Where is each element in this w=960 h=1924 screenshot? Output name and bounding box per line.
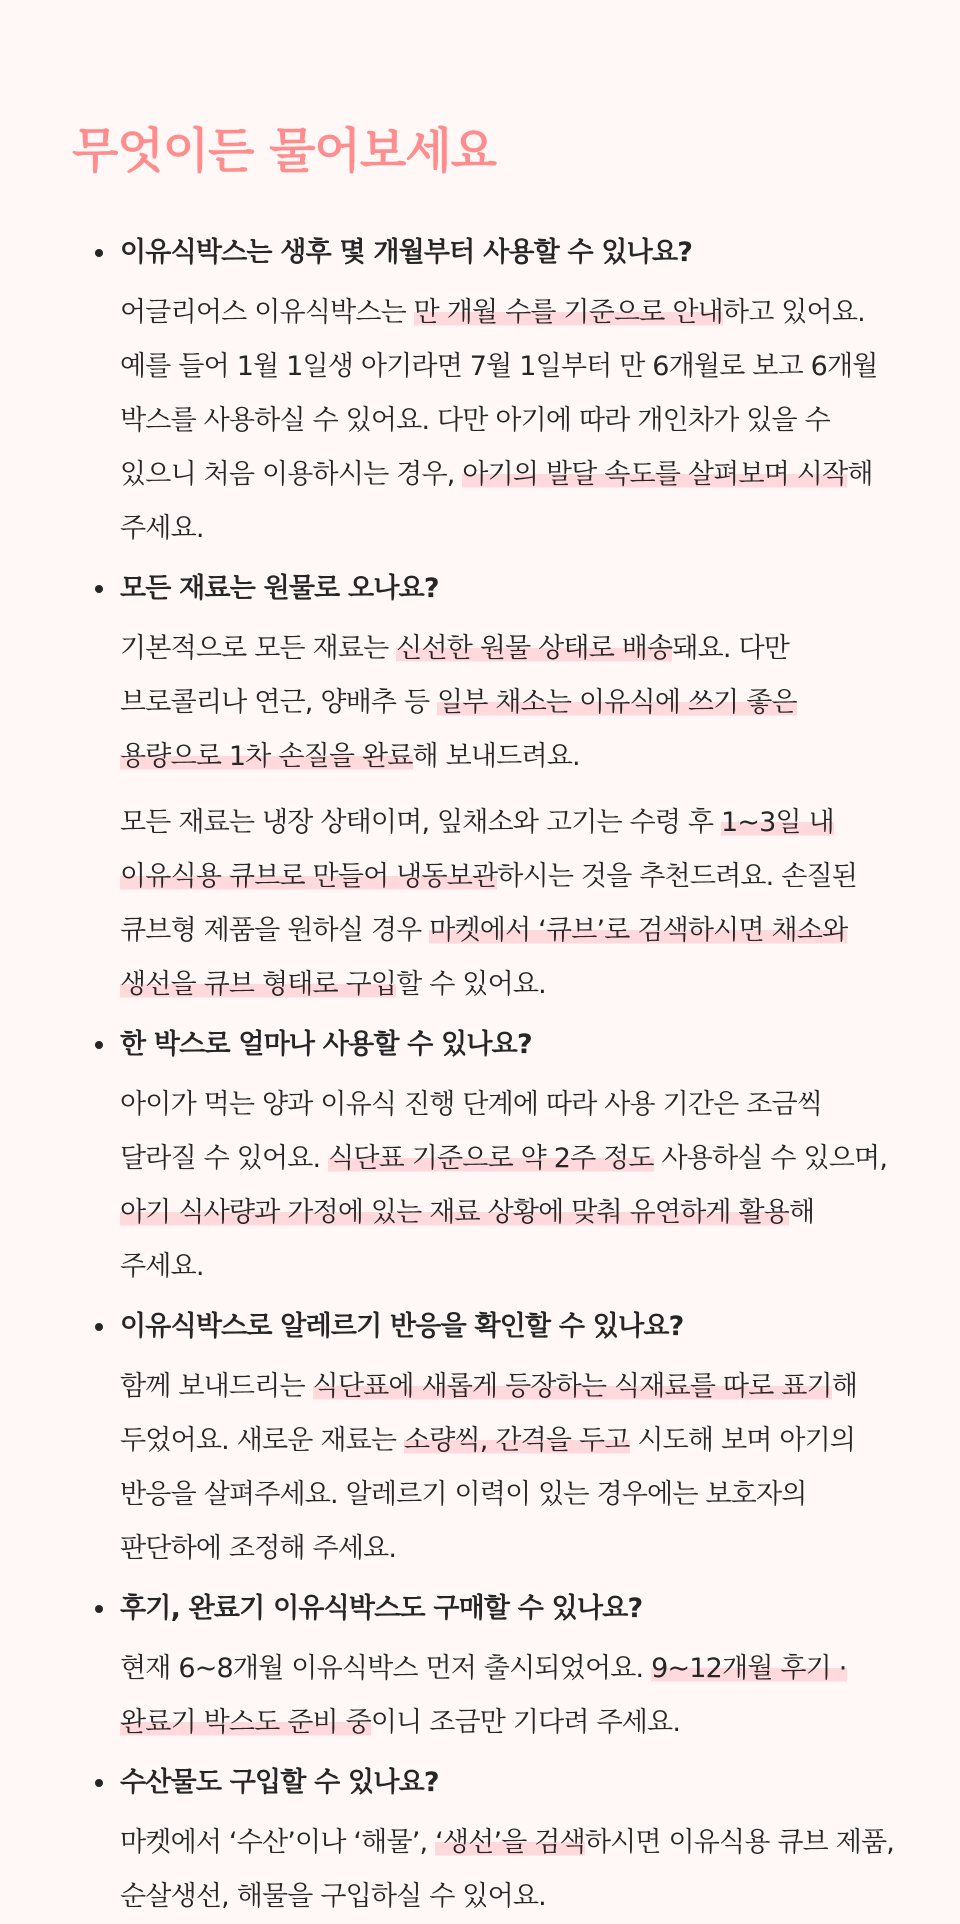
answer-highlight: 식단표에 새롭게 등장하는 식재료를 따로 표기 xyxy=(312,1371,832,1402)
faq-item xyxy=(120,220,902,556)
answer-text: 해 보내드려요. xyxy=(412,741,580,772)
answer-highlight: 일부 채소는 이유식에 쓰기 좋은 용량으로 1차 손질을 완료 xyxy=(120,687,797,772)
page-title: 무엇이든 물어보세요 xyxy=(72,123,497,179)
faq-question: 후기, 완료기 이유식박스도 구매할 수 있나요? xyxy=(120,1593,643,1624)
answer-highlight: 마켓에서 ‘큐브’로 검색하시면 채소와 생선을 큐브 형태로 구입 xyxy=(120,915,848,1000)
answer-text: 아이가 먹는 양과 이유식 진행 단계에 따라 사용 기간은 조금씩 달라질 수 있어요. xyxy=(120,1089,823,1174)
bullet-icon xyxy=(95,1041,103,1049)
bullet-icon xyxy=(95,1323,103,1331)
faq-item xyxy=(120,1750,902,1924)
faq-question: 수산물도 구입할 수 있나요? xyxy=(120,1767,439,1798)
answer-text: 해 주세요. xyxy=(120,459,873,544)
answer-text: 돼요. 다만 브로콜리나 연근, 양배추 등 xyxy=(120,633,790,718)
faq-answer xyxy=(120,1816,902,1924)
answer-text: 현재 6~8개월 이유식박스 먼저 출시되었어요. xyxy=(120,1653,652,1684)
answer-highlight: 신선한 원물 상태로 배송 xyxy=(396,633,673,664)
answer-highlight: ‘생선’을 검색 xyxy=(435,1827,585,1858)
faq-item xyxy=(120,1012,902,1294)
answer-text: 사용하실 수 있으며, xyxy=(653,1143,888,1174)
answer-text: 하시는 것을 추천드려요. 손질된 큐브형 제품을 원하실 경우 xyxy=(120,861,858,946)
answer-text: 모든 재료는 냉장 상태이며, 잎채소와 고기는 수령 후 xyxy=(120,807,721,838)
answer-highlight: 아기 식사량과 가정에 있는 재료 상황에 맞춰 유연하게 활용 xyxy=(120,1197,790,1228)
faq-answer xyxy=(120,286,902,556)
faq-answer xyxy=(120,1360,902,1576)
answer-highlight: 식단표 기준으로 약 2주 정도 xyxy=(328,1143,654,1174)
faq-item xyxy=(120,556,902,1012)
answer-text: 이니 조금만 기다려 주세요. xyxy=(370,1707,681,1738)
faq-answer xyxy=(120,796,902,1012)
bullet-icon xyxy=(95,1779,103,1787)
answer-text: 함께 보내드리는 xyxy=(120,1371,313,1402)
answer-text: 하고 있어요. 예를 들어 1월 1일생 아기라면 7월 1일부터 만 6개월로 보고 6개월 박스를 사용하실 수 있어요. 다만 아기에 따라 개인차가 있을 수 있으니 처음 이용하시는 경우, xyxy=(120,297,878,490)
answer-text: 하시면 이유식용 큐브 제품, 순살생선, 해물을 구입하실 수 있어요. xyxy=(120,1827,895,1912)
answer-text: 할 수 있어요. xyxy=(396,969,546,1000)
faq-answer xyxy=(120,1642,902,1750)
answer-highlight: 9~12개월 후기 · 완료기 박스도 준비 중 xyxy=(120,1653,847,1738)
answer-highlight: 1~3일 내 이유식용 큐브로 만들어 냉동보관 xyxy=(120,807,834,892)
bullet-icon xyxy=(95,249,103,257)
bullet-icon xyxy=(95,585,103,593)
faq-list xyxy=(0,220,960,1924)
answer-text: 마켓에서 ‘수산’이나 ‘해물’, xyxy=(120,1827,436,1858)
answer-text: 해 주세요. xyxy=(120,1197,815,1282)
answer-text: 시도해 보며 아기의 반응을 살펴주세요. 알레르기 이력이 있는 경우에는 보호자의 판단하에 조정해 주세요. xyxy=(120,1425,856,1564)
answer-highlight: 소량씩, 간격을 두고 xyxy=(403,1425,630,1456)
answer-highlight: 아기의 발달 속도를 살펴보며 시작 xyxy=(462,459,848,490)
faq-item xyxy=(120,1294,902,1576)
answer-text: 해 두었어요. 새로운 재료는 xyxy=(120,1371,858,1456)
faq-item xyxy=(120,1576,902,1750)
faq-answer xyxy=(120,1078,902,1294)
faq-question: 이유식박스로 알레르기 반응을 확인할 수 있나요? xyxy=(120,1311,684,1342)
answer-text: 기본적으로 모든 재료는 xyxy=(120,633,397,664)
answer-text: 어글리어스 이유식박스는 xyxy=(120,297,414,328)
faq-question: 이유식박스는 생후 몇 개월부터 사용할 수 있나요? xyxy=(120,237,693,268)
faq-answer xyxy=(120,622,902,784)
answer-highlight: 만 개월 수를 기준으로 안내 xyxy=(413,297,723,328)
bullet-icon xyxy=(95,1605,103,1613)
faq-question: 한 박스로 얼마나 사용할 수 있나요? xyxy=(120,1029,532,1060)
faq-question: 모든 재료는 원물로 오나요? xyxy=(120,573,439,604)
